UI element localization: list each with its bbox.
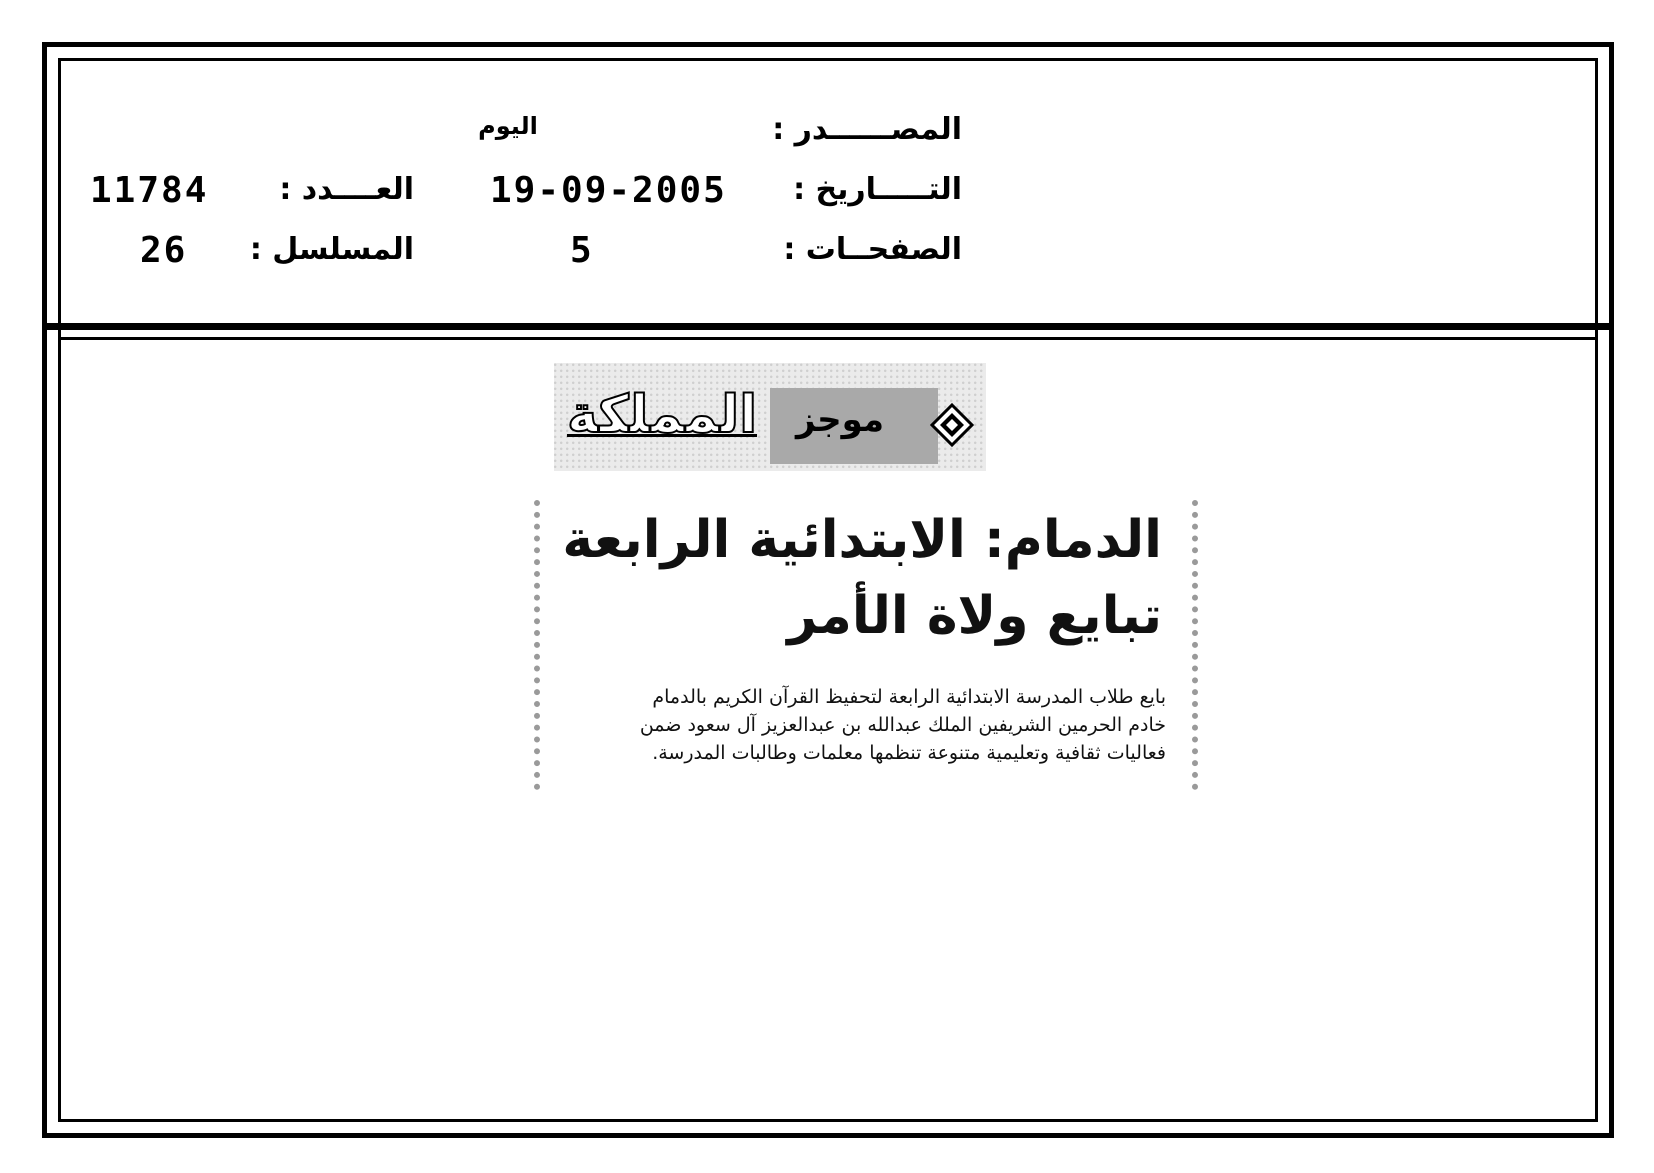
pages-label: الصفحــات :: [783, 232, 962, 267]
article-body-line: خادم الحرمين الشريفين الملك عبدالله بن عبدالعزيز آل سعود ضمن: [639, 714, 1166, 736]
article-body-line: فعاليات ثقافية وتعليمية متنوعة تنظمها معلمات وطالبات المدرسة.: [652, 742, 1166, 764]
date-label: التـــــاريخ :: [793, 172, 962, 207]
diamond-icon: [930, 403, 974, 447]
headline-line-1: الدمام: الابتدائية الرابعة: [562, 510, 1162, 570]
article-body-line: بايع طلاب المدرسة الابتدائية الرابعة لتحفيظ القرآن الكريم بالدمام: [652, 686, 1166, 708]
pages-value: 5: [570, 230, 594, 271]
issue-value: 11784: [90, 170, 209, 211]
header-divider-inner: [58, 337, 1598, 340]
date-value: 19-09-2005: [490, 170, 727, 211]
headline-line-2: تبايع ولاة الأمر: [787, 586, 1162, 646]
source-label: المصــــــدر :: [772, 112, 962, 147]
serial-label: المسلسل :: [249, 232, 414, 267]
issue-label: العــــدد :: [279, 172, 414, 207]
section-word-kingdom: المملكة: [566, 385, 758, 445]
header-divider: [42, 323, 1614, 330]
serial-value: 26: [140, 230, 188, 271]
section-word-brief: موجز: [795, 400, 885, 440]
source-value: اليوم: [478, 112, 538, 140]
news-clipping: [534, 500, 1198, 790]
